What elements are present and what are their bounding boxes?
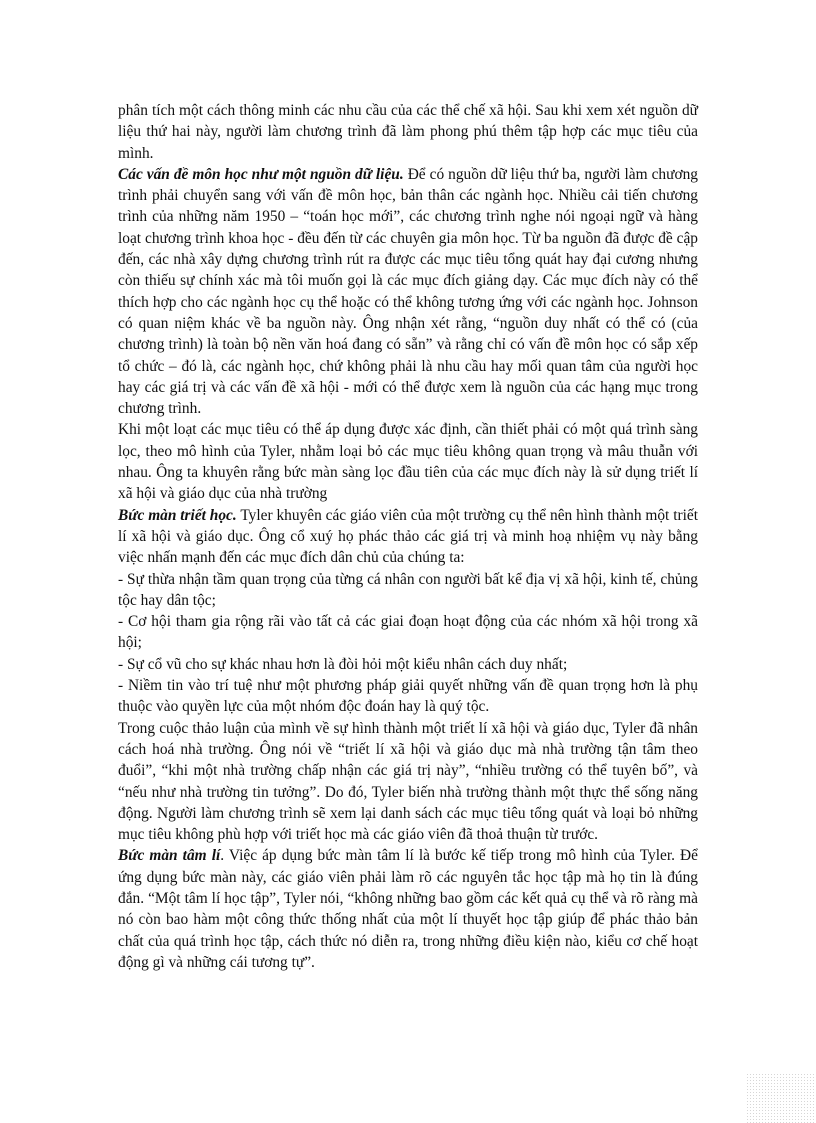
paragraph-subject-matter-source	[118, 164, 698, 420]
scan-noise-decoration	[746, 1073, 816, 1123]
paragraph-personification	[118, 718, 698, 846]
paragraph-philosophical-screen	[118, 505, 698, 569]
paragraph-text: phân tích một cách thông minh các nhu cầu của các thể chế xã hội. Sau khi xem xét nguồn dữ liệu thứ hai này, người làm chương trình đã làm phong phú thêm tập hợp các mục tiêu của mình.	[118, 102, 698, 162]
list-item	[118, 654, 698, 675]
section-heading-psychological-screen: Bức màn tâm lí	[118, 847, 221, 865]
list-item-text: - Niềm tin vào trí tuệ như một phương pháp giải quyết những vấn đề quan trọng hơn là phụ thuộc vào quyền lực của một nhóm độc đoán hay là quý tộc.	[118, 677, 698, 716]
list-item	[118, 611, 698, 654]
paragraph-psychological-screen	[118, 845, 698, 973]
paragraph-continuation	[118, 100, 698, 164]
paragraph-text: Tyler khuyên các giáo viên của một trường cụ thể nên hình thành một triết lí xã hội và giáo dục. Ông cổ xuý họ phác thảo các giá trị và minh hoạ nhiệm vụ này bằng việc nhấn mạnh đến các mục đích dân chủ của chúng ta:	[118, 506, 698, 567]
list-item	[118, 569, 698, 612]
document-page	[118, 100, 698, 973]
list-item	[118, 675, 698, 718]
list-item-text: - Sự thừa nhận tầm quan trọng của từng cá nhân con người bất kể địa vị xã hội, kinh tế, chủng tộc hay dân tộc;	[118, 570, 698, 609]
section-heading-philosophical-screen: Bức màn triết học.	[118, 506, 237, 524]
paragraph-text: Để có nguồn dữ liệu thứ ba, người làm chương trình phải chuyển sang với vấn đề môn học, bản thân các ngành học. Nhiều cải tiến chương trình của những năm 1950 – “toán học mới”, các chương trình nghe nói ngoại ngữ và hàng loạt chương trình khoa học - đều đến từ các chuyên gia môn học. Từ ba nguồn đã được đề cập đến, các nhà xây dựng chương trình rút ra được các mục tiêu tổng quát hay đại cương nhưng còn thiếu sự chính xác mà tôi muốn gọi là các mục đích giảng dạy. Các mục đích này có thể thích hợp cho các ngành học cụ thể hoặc có thể không tương ứng với các ngành học. Johnson có quan niệm khác về ba nguồn này. Ông nhận xét rằng, “nguồn duy nhất có thể có (của chương trình) là toàn bộ nền văn hoá đang có sẵn” và rằng chỉ có vấn đề môn học có sắp xếp tổ chức – đó là, các ngành học, chứ không phải là nhu cầu hay mối quan tâm của người học hay các giá trị và các vấn đề xã hội - mới có thể được xem là nguồn của các hạng mục trong chương trình.	[118, 165, 698, 418]
paragraph-screening	[118, 419, 698, 504]
section-heading-subject-matter: Các vấn đề môn học như một nguồn dữ liệu.	[118, 165, 404, 183]
list-item-text: - Cơ hội tham gia rộng rãi vào tất cả các giai đoạn hoạt động của các nhóm xã hội trong xã hội;	[118, 613, 698, 652]
paragraph-text: . Việc áp dụng bức màn tâm lí là bước kế tiếp trong mô hình của Tyler. Để ứng dụng bức màn này, các giáo viên phải làm rõ các nguyên tắc học tập mà họ tin là đúng đắn. “Một tâm lí học tập”, Tyler nói, “không những bao gồm các kết quả cụ thể và rõ ràng mà nó còn bao hàm một công thức thống nhất của một lí thuyết học tập giúp để phác thảo bản chất của quá trình học tập, cách thức nó diễn ra, trong những điều kiện nào, kiểu cơ chế hoạt động gì và những cái tương tự”.	[118, 847, 698, 971]
paragraph-text: Khi một loạt các mục tiêu có thể áp dụng được xác định, cần thiết phải có một quá trình sàng lọc, theo mô hình của Tyler, nhằm loại bỏ các mục tiêu không quan trọng và mâu thuẫn với nhau. Ông ta khuyên rằng bức màn sàng lọc đầu tiên của các mục đích này là sử dụng triết lí xã hội và giáo dục của nhà trường	[118, 421, 698, 503]
list-item-text: - Sự cổ vũ cho sự khác nhau hơn là đòi hỏi một kiểu nhân cách duy nhất;	[118, 655, 568, 673]
paragraph-text: Trong cuộc thảo luận của mình về sự hình thành một triết lí xã hội và giáo dục, Tyler đã nhân cách hoá nhà trường. Ông nói về “triết lí xã hội và giáo dục mà nhà trường tận tâm theo đuổi”, “khi một nhà trường chấp nhận các giá trị này”, “nhiều trường có thể tuyên bố”, và “nếu như nhà trường tin tưởng”. Do đó, Tyler biến nhà trường thành một thực thể sống năng động. Người làm chương trình sẽ xem lại danh sách các mục tiêu tổng quát và loại bỏ những mục tiêu không phù hợp với triết học mà các giáo viên đã thoả thuận từ trước.	[118, 719, 698, 844]
